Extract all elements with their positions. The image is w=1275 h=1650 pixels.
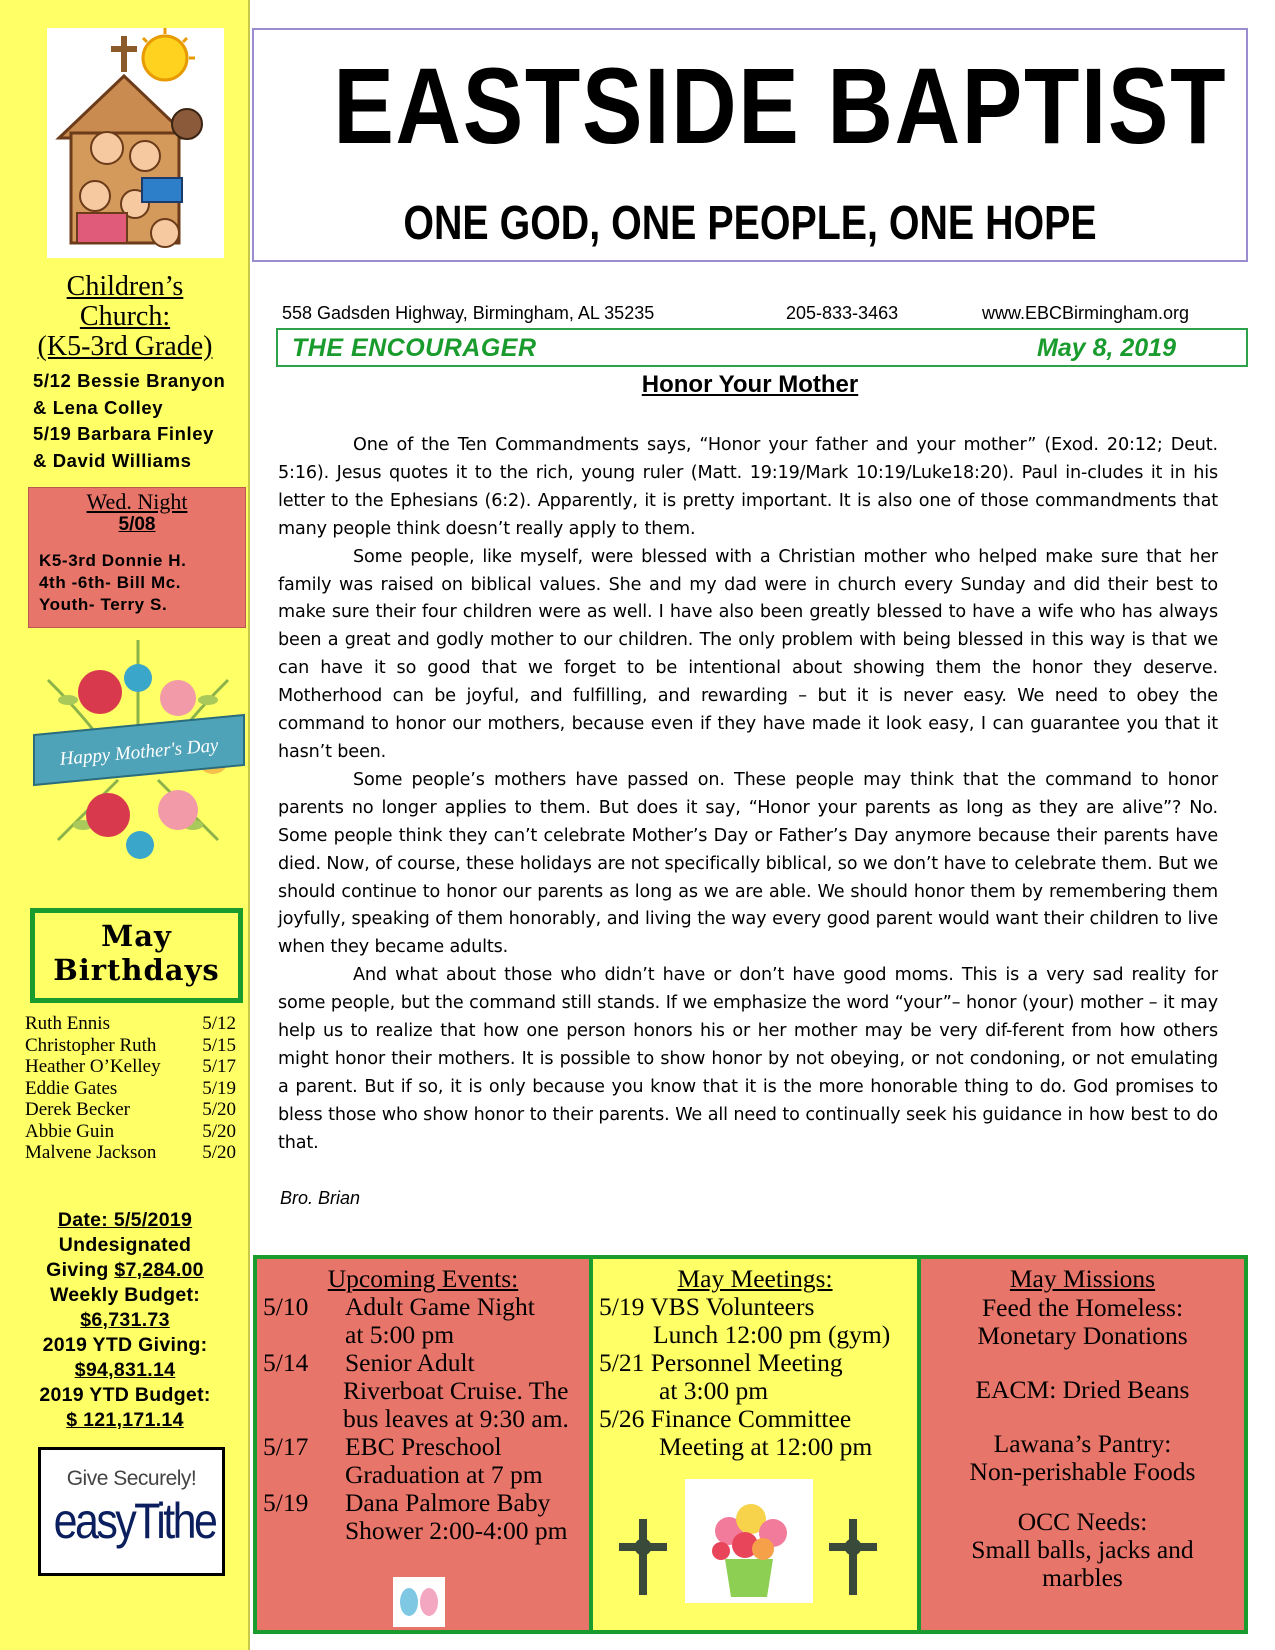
may-meetings-panel <box>593 1259 921 1630</box>
meeting-line: Meeting at 12:00 pm <box>659 1432 873 1461</box>
meeting-line: Lunch 12:00 pm (gym) <box>653 1320 891 1349</box>
event-item <box>257 1293 589 1349</box>
giving-summary <box>0 1208 250 1433</box>
meeting-item <box>593 1405 917 1461</box>
event-item <box>257 1433 589 1489</box>
giving-value: $7,284.00 <box>114 1259 204 1281</box>
event-line: Adult Game Night <box>345 1292 535 1321</box>
church-name: EASTSIDE BAPTIST <box>333 45 1228 166</box>
ytd-budget-label: 2019 YTD Budget: <box>39 1384 211 1406</box>
event-line: Graduation at 7 pm <box>345 1460 543 1489</box>
mission-line: marbles <box>1042 1563 1123 1592</box>
birthday-row <box>25 1056 240 1078</box>
event-date: 5/14 <box>263 1348 309 1377</box>
meeting-date: 5/19 <box>599 1292 645 1321</box>
upcoming-events-title: Upcoming Events: <box>327 1264 519 1293</box>
church-kids-illustration <box>47 28 224 258</box>
birthday-date: 5/17 <box>202 1056 236 1077</box>
upcoming-events-panel <box>257 1259 593 1630</box>
mission-group <box>921 1376 1244 1404</box>
wed-night-box <box>28 487 246 628</box>
meeting-date: 5/21 <box>599 1348 645 1377</box>
ytd-budget-value: $ 121,171.14 <box>66 1409 184 1431</box>
event-date: 5/17 <box>263 1432 309 1461</box>
birthday-name: Ruth Ennis <box>25 1013 110 1034</box>
church-tagline: ONE GOD, ONE PEOPLE, ONE HOPE <box>403 197 1097 250</box>
event-line: EBC Preschool <box>345 1432 502 1461</box>
mission-group <box>921 1294 1244 1350</box>
childrens-church-schedule <box>33 368 248 474</box>
cross-icon <box>615 1517 671 1597</box>
newsletter-name: THE ENCOURAGER <box>292 334 537 362</box>
newsletter-banner <box>276 328 1248 367</box>
bottom-info-panels <box>253 1255 1248 1634</box>
birthdays-heading-box <box>30 908 243 1003</box>
birthdays-title-line: Birthdays <box>53 953 220 987</box>
birthday-name: Abbie Guin <box>25 1120 115 1142</box>
article-paragraph: One of the Ten Commandments says, “Honor your father and your mother” (Exod. 20:12; Deut. 5:16). Jesus quotes it to the rich, young ruler (Matt. 19:19/Mark 10:19/Luke18:20). Paul in-cludes it in his letter to the Ephesians (6:2). Apparently, it is pretty important. It is also one of those commandments that many people think doesn’t really apply to them. <box>278 435 1218 539</box>
event-line: Shower 2:00-4:00 pm <box>345 1516 568 1545</box>
article-title: Honor Your Mother <box>641 371 859 398</box>
meeting-item <box>593 1293 917 1349</box>
mission-line: Small balls, jacks and <box>971 1535 1194 1564</box>
meeting-line: Personnel Meeting <box>650 1348 843 1377</box>
masthead <box>252 28 1248 262</box>
mothers-day-flower-art <box>28 640 250 872</box>
event-line: Dana Palmore Baby <box>345 1488 551 1517</box>
article-paragraph: And what about those who didn’t have or don’t have good moms. This is a very sad reality for some people, but the command still stands. If we emphasize the word “your”– honor (your) mother – it may help us to realize that how one person honors his or her mother may be very dif-ferent from how others might honor their mothers. It is possible to show honor by not obeying, or not condoning, or not emulating a parent. But if so, it is only because you know that it is the more honorable thing to do. God promises to bless those who show honor to their parents. We all need to continually seek his guidance in how best to do that. <box>278 965 1218 1153</box>
weekly-budget-value: $6,731.73 <box>80 1309 170 1331</box>
mission-line: Non-perishable Foods <box>969 1457 1196 1486</box>
mission-group <box>921 1430 1244 1486</box>
mission-line: EACM: Dried Beans <box>975 1375 1190 1404</box>
church-address: 558 Gadsden Highway, Birmingham, AL 35235 <box>282 303 655 323</box>
birthday-name: Malvene Jackson <box>25 1142 157 1163</box>
mothers-day-banner-text: Happy Mother's Day <box>58 735 220 770</box>
giving-line <box>0 1258 250 1283</box>
mission-line: OCC Needs: <box>1017 1507 1148 1536</box>
mission-line: Monetary Donations <box>977 1321 1188 1350</box>
childrens-church-heading <box>0 272 250 362</box>
meeting-line: VBS Volunteers <box>650 1292 815 1321</box>
birthday-row <box>25 1099 240 1121</box>
cross-icon <box>825 1517 881 1597</box>
church-website-link[interactable]: www.EBCBirmingham.org <box>982 303 1190 323</box>
schedule-entry: 5/12 Bessie Branyon <box>33 370 226 391</box>
mission-line: Lawana’s Pantry: <box>993 1429 1172 1458</box>
birthday-name: Heather O’Kelley <box>25 1056 161 1077</box>
schedule-entry: & David Williams <box>33 449 192 471</box>
weekly-budget-label: Weekly Budget: <box>49 1284 201 1306</box>
flower-bouquet-image <box>685 1479 813 1603</box>
event-date: 5/19 <box>263 1488 309 1517</box>
ytd-giving-label: 2019 YTD Giving: <box>42 1334 208 1356</box>
may-missions-title: May Missions <box>1009 1264 1156 1293</box>
give-securely-text: Give Securely! <box>66 1467 197 1490</box>
easytithe-give-button[interactable] <box>38 1447 225 1576</box>
birthday-date: 5/20 <box>202 1120 236 1142</box>
article-paragraph: Some people, like myself, were blessed with a Christian mother who helped make sure that her family was raised on biblical values. She and my dad were in church every Sunday and did their best to make sure their four children were as well. I have also been greatly blessed to have a wife who has always been a great and godly mother to our children. The only problem with being blessed in this way is that we can have it so good that we forget to be intentional about showing them the honor they deserve. Motherhood can be joyful, and fulfilling, and rewarding – but it is never easy. We need to obey the command to honor our mothers, because even if they have made it look easy, I can guarantee you that it hasn’t been. <box>278 546 1218 762</box>
wed-night-list <box>39 550 245 616</box>
birthday-row <box>25 1013 240 1035</box>
church-phone: 205-833-3463 <box>786 303 899 323</box>
easytithe-logo: easyTithe <box>53 1493 216 1549</box>
birthday-row <box>25 1121 240 1143</box>
birthday-row <box>25 1142 240 1164</box>
giving-date: Date: 5/5/2019 <box>57 1209 193 1231</box>
schedule-entry: & Lena Colley <box>33 396 164 418</box>
wed-night-date: 5/08 <box>118 514 156 535</box>
article-body <box>278 432 1218 1158</box>
birthday-list <box>25 1013 240 1164</box>
meeting-line: at 3:00 pm <box>659 1376 769 1405</box>
wed-night-entry: K5-3rd Donnie H. <box>39 551 187 570</box>
birthday-date: 5/20 <box>202 1099 236 1120</box>
schedule-entry: 5/19 Barbara Finley <box>33 423 215 444</box>
birthdays-title-line: May <box>101 919 172 953</box>
event-item <box>257 1489 589 1545</box>
event-date: 5/10 <box>263 1292 309 1321</box>
mission-line: Feed the Homeless: <box>981 1293 1184 1322</box>
birthday-name: Derek Becker <box>25 1099 130 1120</box>
birthday-date: 5/15 <box>202 1034 236 1056</box>
birthday-row <box>25 1035 240 1057</box>
giving-label: Giving <box>46 1259 109 1281</box>
event-line: bus leaves at 9:30 am. <box>343 1404 569 1433</box>
birthday-date: 5/12 <box>202 1013 236 1034</box>
event-item <box>257 1349 589 1433</box>
birthday-name: Eddie Gates <box>25 1077 118 1099</box>
article-signoff: Bro. Brian <box>280 1188 361 1208</box>
newsletter-date: May 8, 2019 <box>1037 334 1176 362</box>
childrens-church-title-line: Children’s <box>66 271 184 302</box>
wed-night-entry: 4th -6th- Bill Mc. <box>39 573 182 592</box>
birthday-date: 5/19 <box>202 1077 236 1099</box>
meeting-date: 5/26 <box>599 1404 645 1433</box>
article-paragraph: Some people’s mothers have passed on. These people may think that the command to honor parents no longer applies to them. But does it say, “Honor your parents as long as they are alive”? No. Some people think they can’t celebrate Mother’s Day or Father’s Day anymore because their parents have died. Now, of course, these holidays are not specifically biblical, so we don’t have to celebrate them. But we should continue to honor our parents as long as we are able. We should honor them by remembering them joyfully, speaking of them honorably, and living the way every good parent would want their children to live when they became adults. <box>278 769 1218 958</box>
birthday-row <box>25 1078 240 1100</box>
meeting-line: Finance Committee <box>650 1404 852 1433</box>
mission-group <box>921 1508 1244 1592</box>
undesignated-label: Undesignated <box>58 1234 192 1256</box>
ytd-giving-value: $94,831.14 <box>74 1359 176 1381</box>
wed-night-title: Wed. Night <box>86 489 188 514</box>
event-line: at 5:00 pm <box>345 1320 455 1349</box>
article-title-wrap <box>252 370 1248 400</box>
may-meetings-title: May Meetings: <box>677 1264 833 1293</box>
birthday-date: 5/20 <box>202 1142 236 1163</box>
baby-footprints-icon <box>393 1577 445 1627</box>
sidebar <box>0 0 250 1650</box>
meeting-item <box>593 1349 917 1405</box>
childrens-church-title-line: (K5-3rd Grade) <box>37 331 213 362</box>
wed-night-entry: Youth- Terry S. <box>39 595 168 614</box>
event-line: Senior Adult <box>345 1348 475 1377</box>
birthday-name: Christopher Ruth <box>25 1034 157 1056</box>
event-line: Riverboat Cruise. The <box>343 1376 569 1405</box>
may-missions-panel <box>921 1259 1244 1630</box>
childrens-church-title-line: Church: <box>79 301 171 332</box>
